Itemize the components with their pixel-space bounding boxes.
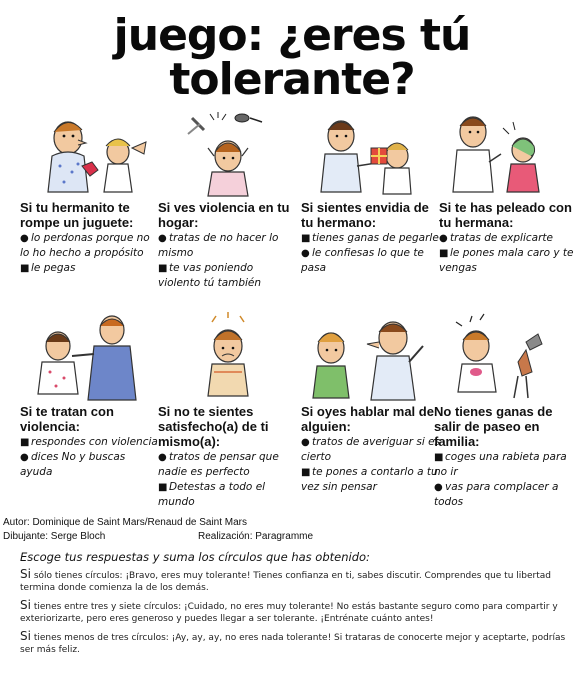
quiz-item-text	[158, 404, 298, 510]
option: ■ Detestas a todo el mundo	[158, 481, 266, 508]
option: ● tratos de averiguar si es cierto	[301, 436, 441, 463]
illustration-argument-with-sister	[439, 108, 579, 200]
circle-icon: ●	[20, 452, 29, 463]
quiz-item-text	[20, 404, 160, 480]
question: Si te tratan con violencia:	[20, 404, 114, 434]
square-icon: ■	[301, 467, 311, 478]
option: ■ te pones a contarlo a tu vez sin pensar	[301, 466, 438, 493]
result-three-to-seven-circles: Si tienes entre tres y siete círculos: ¡Cuidado, no eres muy tolerante! No estás bastante seguro como para compartir y exteriorizarte, pero eres generoso y puedes llegar a ser tolerante. ¡Entrénate cuánto antes!	[20, 598, 558, 624]
circle-icon: ●	[301, 437, 310, 448]
square-icon: ■	[439, 248, 449, 259]
option: ■ le pegas	[20, 262, 76, 274]
circle-icon: ●	[20, 233, 29, 244]
page-title: juego: ¿eres tú tolerante?	[113, 10, 471, 105]
option: ● dices No y buscas ayuda	[20, 451, 126, 478]
circle-icon: ●	[434, 482, 443, 493]
quiz-item-text	[301, 200, 441, 276]
option: ■ te vas poniendo violento tú también	[158, 262, 262, 289]
question: Si te has peleado con tu hermana:	[439, 200, 572, 230]
scoring-instructions	[20, 550, 580, 661]
circle-icon: ●	[158, 233, 167, 244]
quiz-item-text	[20, 200, 160, 276]
circle-icon: ●	[301, 248, 310, 259]
option: ● lo perdonas porque no lo ho hecho a propósito	[20, 232, 150, 259]
author-credit: Autor: Dominique de Saint Mars/Renaud de Saint Mars	[3, 517, 248, 528]
question: Si sientes envidia de tu hermano:	[301, 200, 429, 230]
production-credit: Realización: Paragramme	[198, 531, 314, 542]
option: ● vas para complacer a todos	[434, 481, 559, 508]
square-icon: ■	[20, 437, 30, 448]
square-icon: ■	[20, 263, 30, 274]
option: ■ le pones mala caro y te vengas	[439, 247, 574, 274]
illustration-gossip	[301, 312, 441, 404]
option: ■ tienes ganas de pegarle	[301, 232, 439, 244]
illustration-envy	[301, 108, 441, 200]
option: ■ coges una rabieta para no ir	[434, 451, 567, 478]
result-all-circles: Si sólo tienes círculos: ¡Bravo, eres muy tolerante! Tienes confianza en ti, sabes discutir. Comprendes que tu libertad termina donde comienza la de los demás.	[20, 567, 551, 593]
circle-icon: ●	[439, 233, 448, 244]
quiz-item-text	[434, 404, 574, 510]
option: ■ respondes con violencia	[20, 436, 158, 448]
square-icon: ■	[434, 452, 444, 463]
option: ● tratos de pensar que nadie es perfecto	[158, 451, 279, 478]
illustration-family-outing	[434, 312, 574, 404]
question: Si ves violencia en tu hogar:	[158, 200, 290, 230]
question: Si tu hermanito te rompe un juguete:	[20, 200, 134, 230]
option: ● le confiesas lo que te pasa	[301, 247, 424, 274]
option: ● tratas de no hacer lo mismo	[158, 232, 279, 259]
circle-icon: ●	[158, 452, 167, 463]
illustration-treated-violently	[20, 312, 160, 404]
result-less-than-three-circles: Si tienes menos de tres círculos: ¡Ay, ay, ay, no eres nada tolerante! Si trataras de conocerte mejor y aceptarte, podrías ser más feliz.	[20, 629, 566, 655]
question: Si no te sientes satisfecho(a) de ti mismo(a):	[158, 404, 269, 449]
quiz-item-text	[439, 200, 579, 276]
illustration-broken-toy	[20, 108, 160, 200]
quiz-item-text	[158, 200, 298, 291]
option: ● tratas de explicarte	[439, 232, 553, 244]
square-icon: ■	[301, 233, 311, 244]
square-icon: ■	[158, 263, 168, 274]
question: No tienes ganas de salir de paseo en familia:	[434, 404, 553, 449]
question: Si oyes hablar mal de alguien:	[301, 404, 434, 434]
illustration-not-satisfied	[158, 312, 298, 404]
quiz-item-text	[301, 404, 441, 495]
illustrator-credit: Dibujante: Serge Bloch	[3, 531, 106, 542]
illustration-violence-at-home	[158, 108, 298, 200]
instructions-title: Escoge tus respuestas y suma los círculos que has obtenido:	[20, 550, 370, 564]
square-icon: ■	[158, 482, 168, 493]
